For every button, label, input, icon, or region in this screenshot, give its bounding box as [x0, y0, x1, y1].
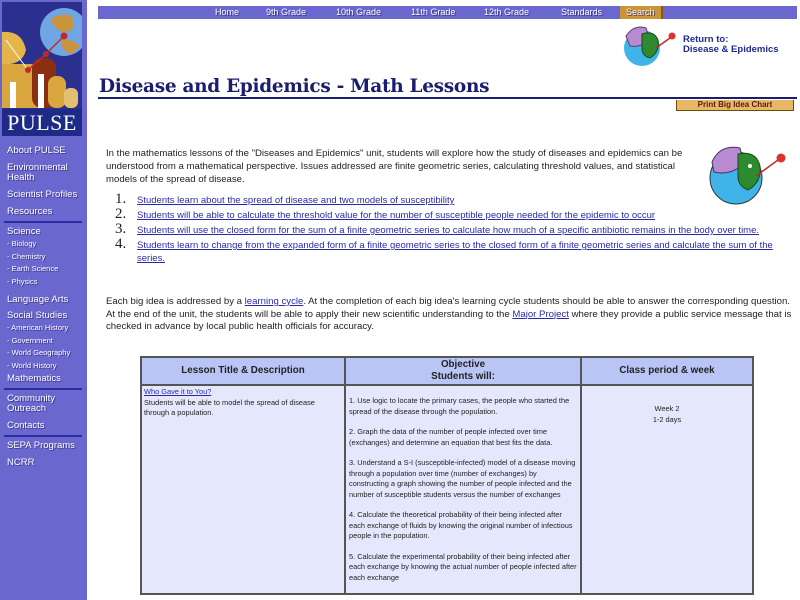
sidebar-item-scientist-profiles[interactable]: Scientist Profiles [7, 189, 78, 200]
sidebar-item-social-studies[interactable]: Social Studies [7, 310, 68, 321]
top-nav-12th-grade[interactable]: 12th Grade [484, 7, 530, 17]
big-idea-item: 3. Students will use the closed form for the sum of a finite geometric series to calculate how much of a specific antibiotic remains in the body over time. [115, 221, 760, 237]
sidebar-item-government[interactable]: - Government [7, 335, 53, 345]
sidebar-item-language-arts[interactable]: Language Arts [7, 294, 69, 305]
top-nav-10th-grade[interactable]: 10th Grade [336, 7, 382, 17]
objective-item: 1. Use logic to locate the primary cases, the people who started the spread of the disease through the population. [349, 396, 570, 416]
top-nav-standards[interactable]: Standards [561, 7, 603, 17]
sidebar-item-physics[interactable]: - Physics [7, 276, 38, 286]
days-label: 1-2 days [652, 414, 682, 424]
sidebar [0, 0, 87, 600]
table-header-row [141, 357, 753, 385]
sidebar-item-community-outreach[interactable]: Community Outreach [7, 393, 56, 414]
print-big-idea-chart-button[interactable]: Print Big Idea Chart [676, 100, 794, 111]
week-label: Week 2 [654, 404, 680, 413]
big-idea-link-4[interactable]: Students learn to change from the expanded form of a finite geometric series to the closed form of a finite geometric series and calculate the sum of the series. [137, 240, 773, 264]
sidebar-item-about-pulse[interactable]: About PULSE [7, 145, 66, 156]
major-project-link[interactable]: Major Project [512, 308, 569, 320]
sidebar-item-biology[interactable]: - Biology [7, 239, 37, 248]
sidebar-item-resources[interactable]: Resources [7, 206, 53, 217]
lesson-description: Students will be able to model the spread of disease through a population. [144, 397, 315, 417]
big-ideas-list [112, 191, 792, 267]
title-divider [98, 97, 797, 99]
pulse-logo[interactable] [2, 2, 82, 136]
return-link-text[interactable]: Return to: Disease & Epidemics [683, 34, 779, 55]
header-objective: Objective Students will: [345, 357, 581, 385]
top-nav-search-button[interactable]: Search [620, 6, 663, 19]
pulse-logo-art-icon [2, 2, 82, 108]
lesson-title-cell [141, 385, 345, 594]
sidebar-item-science[interactable]: Science [7, 226, 41, 237]
pulse-logo-text: PULSE [2, 109, 82, 136]
objective-item: 4. Calculate the theoretical probability of their being infected after each exchange of fluids by knowing the original number of infectious people in the population. [349, 510, 573, 540]
sidebar-item-world-geography[interactable]: - World Geography [7, 348, 71, 357]
big-idea-item: 1. Students learn about the spread of disease and two models of susceptibility [115, 191, 455, 207]
header-lesson-title: Lesson Title & Description [141, 357, 345, 385]
sidebar-divider [4, 221, 82, 223]
big-idea-item: 2. Students will be able to calculate the threshold value for the number of susceptible people needed for the epidemic to occur [115, 206, 656, 222]
top-nav [98, 6, 797, 19]
big-idea-link-2[interactable]: Students will be able to calculate the threshold value for the number of susceptible people needed for the epidemic to occur [137, 210, 656, 221]
page-title: Disease and Epidemics - Math Lessons [99, 76, 490, 97]
lesson-table [140, 356, 754, 595]
learning-cycle-paragraph: Each big idea is addressed by a learning cycle. At the completion of each big idea's learning cycle students should be able to answer the corresponding question. At the end of the unit, the students will be able to apply their new scientific understanding to the Major Project where they provide a public service message that is checked in advance by local public health officials for accuracy. [106, 296, 792, 332]
top-nav-11th-grade[interactable]: 11th Grade [411, 7, 456, 17]
class-period-cell [581, 385, 753, 594]
lesson-title-link[interactable]: Who Gave it to You? [144, 387, 212, 396]
table-row [141, 385, 753, 594]
sidebar-item-world-history[interactable]: - World History [7, 360, 57, 370]
objective-item: 2. Graph the data of the number of people infected over time (exchanges) and determine an equation that best fits the data. [349, 427, 553, 447]
objective-item: 3. Understand a S-I (susceptible-infected) model of a disease moving through a population over time (number of exchanges) by constructing a graph showing the number of people infected and the number of susceptible students versus the number of exchanges [349, 458, 576, 499]
sidebar-item-contacts[interactable]: Contacts [7, 420, 45, 431]
top-nav-home[interactable]: Home [215, 7, 240, 17]
sidebar-item-earth-science[interactable]: - Earth Science [7, 264, 59, 273]
return-link[interactable] [618, 22, 798, 72]
sidebar-nav [0, 146, 87, 468]
big-idea-link-1[interactable]: Students learn about the spread of disease and two models of susceptibility [137, 195, 455, 206]
objectives-cell [345, 385, 581, 594]
sidebar-item-mathematics[interactable]: Mathematics [7, 373, 61, 384]
sidebar-divider [4, 388, 82, 390]
sidebar-divider [4, 435, 82, 437]
sidebar-item-environmental-health[interactable]: Environmental Health [7, 162, 68, 183]
top-nav-9th-grade[interactable]: 9th Grade [266, 7, 307, 17]
sidebar-item-american-history[interactable]: - American History [7, 323, 69, 332]
sidebar-item-sepa-programs[interactable]: SEPA Programs [7, 440, 75, 451]
header-class-period: Class period & week [581, 357, 753, 385]
sidebar-item-chemistry[interactable]: - Chemistry [7, 251, 46, 261]
germ-globe-icon [620, 22, 680, 68]
big-idea-item: 4. Students learn to change from the expanded form of a finite geometric series to the closed form of a finite geometric series and calculate the sum of the series. [115, 236, 773, 264]
objective-item: 5. Calculate the experimental probability of their being infected after each exchange by knowing the actual number of people infected after each exchange [349, 551, 577, 582]
intro-paragraph: In the mathematics lessons of the "Diseases and Epidemics" unit, students will explore how the study of diseases and epidemics can be understood from a mathematical perspective. Issues addressed are finite geometric series, calculating threshold values, and statistical models of the spread of disease. [106, 148, 683, 185]
learning-cycle-link[interactable]: learning cycle [244, 296, 304, 307]
sidebar-item-ncrr[interactable]: NCRR [7, 457, 35, 468]
big-idea-link-3[interactable]: Students will use the closed form for the sum of a finite geometric series to calculate how much of a specific antibiotic remains in the body over time. [137, 225, 760, 236]
